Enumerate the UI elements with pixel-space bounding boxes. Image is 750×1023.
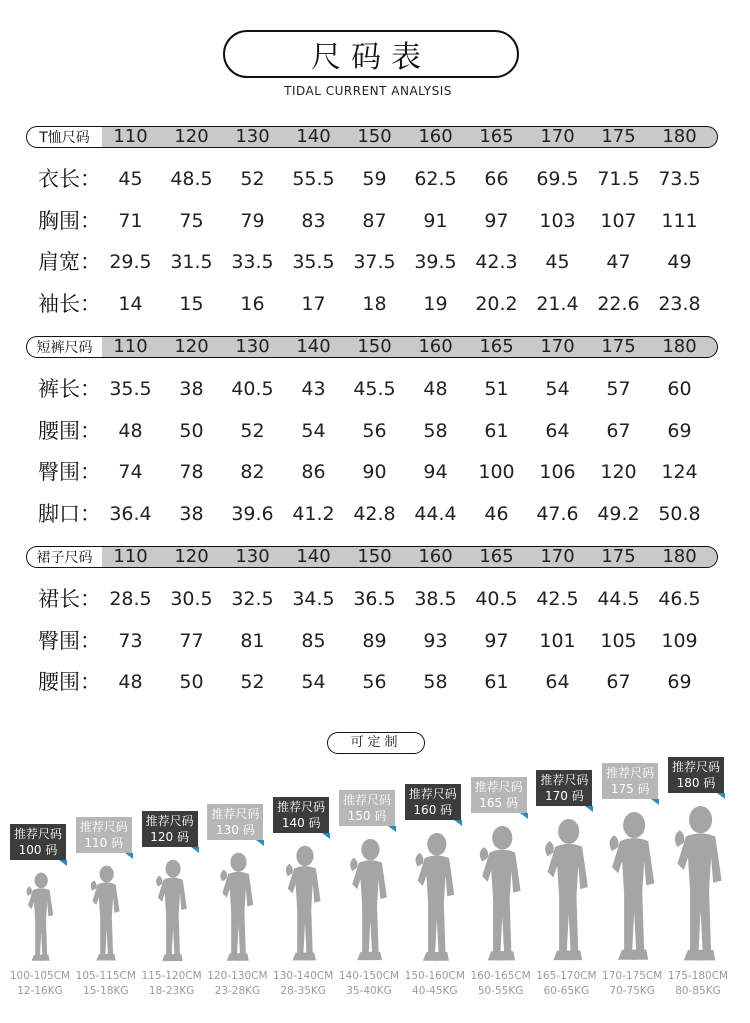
measurement-value: 45.5	[353, 378, 396, 400]
measurement-value: 49	[667, 251, 692, 273]
measurement-label: 腰围：	[38, 670, 101, 694]
measurement-row	[26, 494, 718, 536]
recommended-size-value: 120 码	[150, 829, 189, 844]
recommended-size-label: 推荐尺码	[606, 766, 655, 781]
measurement-label: 脚口：	[38, 501, 101, 526]
size-header-cell: 180	[662, 336, 697, 357]
recommended-size-label: 推荐尺码	[145, 813, 194, 828]
recommended-size-value: 130 码	[216, 822, 255, 837]
size-header-cell: 150	[357, 546, 392, 567]
size-header-cell: 170	[540, 336, 575, 357]
recommended-size-tag	[207, 804, 263, 840]
measurement-value: 19	[423, 292, 448, 315]
weight-range-caption: 80-85KG	[675, 985, 721, 997]
tag-corner-icon	[191, 847, 199, 853]
measurement-value: 60	[667, 378, 692, 400]
size-header-label: T恤尺码	[26, 126, 102, 148]
measurement-label: 臀围：	[38, 628, 101, 653]
measurement-value: 44.4	[414, 502, 457, 525]
height-range-caption: 150-160CM	[404, 970, 465, 982]
measurement-label: 袖长：	[38, 291, 101, 316]
measurement-value: 47.6	[536, 502, 579, 525]
measurement-value: 54	[301, 671, 326, 693]
measurement-value: 79	[240, 209, 265, 232]
recommended-size-tag	[668, 757, 724, 793]
size-header-cell: 165	[479, 546, 514, 567]
recommended-size-value: 100 码	[18, 843, 58, 857]
measurement-value: 73	[118, 629, 143, 652]
weight-range-caption: 60-65KG	[543, 985, 590, 997]
measurement-value: 22.6	[597, 292, 640, 315]
recommended-size-value: 110 码	[84, 836, 124, 851]
height-range-caption: 115-120CM	[141, 970, 202, 982]
measurement-value: 86	[301, 461, 326, 483]
recommended-size-label: 推荐尺码	[671, 759, 720, 774]
measurement-value: 46	[484, 502, 509, 525]
measurement-value: 74	[118, 461, 143, 483]
recommended-size-tag	[471, 777, 527, 813]
measurement-value: 64	[545, 419, 570, 442]
recommended-size-tag	[142, 811, 198, 847]
measurement-value: 94	[423, 461, 448, 483]
recommended-size-label: 推荐尺码	[540, 773, 589, 787]
measurement-value: 41.2	[292, 502, 335, 525]
measurement-value: 54	[545, 378, 570, 400]
measurement-value: 38.5	[414, 588, 457, 610]
measurement-value: 93	[423, 629, 448, 652]
tag-corner-icon	[454, 820, 462, 826]
measurement-value: 39.6	[231, 502, 274, 525]
measurement-value: 78	[179, 461, 204, 483]
measurement-value: 20.2	[475, 292, 518, 315]
recommended-size-value: 160 码	[413, 802, 453, 817]
weight-range-caption: 12-16KG	[17, 985, 63, 997]
measurement-value: 15	[179, 292, 204, 315]
measurement-value: 77	[179, 629, 204, 652]
size-header-cell: 110	[113, 336, 148, 357]
size-header-label: 短裤尺码	[26, 336, 102, 358]
size-header-cell: 160	[418, 546, 453, 567]
size-header-cell: 110	[113, 126, 148, 147]
size-header-cell: 130	[235, 126, 270, 147]
size-header-cell: 120	[174, 336, 209, 357]
measurement-value: 71.5	[597, 168, 640, 190]
measurement-value: 52	[240, 419, 265, 442]
recommended-size-label: 推荐尺码	[474, 779, 523, 794]
customizable-badge: 可定制	[327, 732, 425, 754]
measurement-value: 50	[179, 671, 204, 693]
tag-corner-icon	[585, 806, 593, 812]
size-header-cell: 175	[601, 336, 636, 357]
measurement-value: 32.5	[231, 588, 274, 610]
size-header-row	[26, 336, 718, 358]
measurement-value: 50.8	[658, 502, 701, 525]
measurement-label: 裙长：	[38, 587, 101, 611]
measurement-value: 17	[301, 292, 326, 315]
recommended-size-tag	[273, 797, 329, 833]
measurement-value: 100	[478, 461, 515, 483]
weight-range-caption: 28-35KG	[280, 985, 326, 997]
measurement-value: 28.5	[109, 588, 152, 610]
tag-corner-icon	[520, 813, 528, 819]
tag-corner-icon	[717, 793, 725, 799]
measurement-value: 120	[600, 461, 637, 483]
child-silhouette-icon	[280, 845, 327, 962]
weight-range-caption: 23-28KG	[214, 985, 261, 997]
size-header-label: 裙子尺码	[26, 546, 102, 568]
measurement-value: 58	[423, 419, 448, 442]
measurement-row	[26, 369, 718, 411]
measurement-value: 62.5	[414, 168, 457, 190]
height-range-caption: 165-170CM	[536, 970, 597, 982]
size-header-cell: 170	[540, 126, 575, 147]
child-silhouette-icon	[344, 838, 394, 962]
size-header-cell: 140	[296, 336, 331, 357]
measurement-row	[26, 411, 718, 453]
measurement-value: 85	[301, 629, 326, 652]
measurement-value: 37.5	[353, 251, 396, 273]
measurement-value: 59	[362, 168, 387, 190]
size-header-cell: 120	[174, 126, 209, 147]
weight-range-caption: 18-23KG	[148, 985, 195, 997]
measurement-label: 衣长：	[38, 167, 101, 191]
measurement-value: 83	[301, 209, 326, 232]
measurement-row	[26, 621, 718, 663]
recommended-size-value: 175 码	[610, 782, 650, 797]
height-range-caption: 130-140CM	[273, 970, 334, 982]
size-header-cell: 130	[235, 546, 270, 567]
measurement-value: 52	[240, 168, 265, 190]
measurement-value: 46.5	[658, 588, 701, 610]
measurement-value: 48	[118, 419, 143, 442]
recommended-size-label: 推荐尺码	[277, 800, 326, 814]
measurement-value: 40.5	[231, 378, 274, 400]
measurement-value: 61	[484, 671, 509, 693]
measurement-value: 75	[179, 209, 204, 232]
measurement-label: 腰围：	[38, 418, 101, 443]
weight-range-caption: 35-40KG	[346, 985, 392, 997]
size-header-cell: 175	[601, 126, 636, 147]
measurement-value: 107	[600, 209, 637, 232]
measurement-value: 30.5	[170, 588, 213, 610]
measurement-value: 54	[301, 419, 326, 442]
measurement-row	[26, 662, 718, 704]
size-header-cell: 110	[113, 546, 148, 567]
measurement-value: 29.5	[109, 251, 152, 273]
recommended-size-value: 140 码	[281, 816, 321, 830]
recommended-size-tag	[76, 817, 132, 853]
height-range-caption: 160-165CM	[470, 970, 531, 982]
size-header-cell: 140	[296, 546, 331, 567]
measurement-label: 肩宽：	[38, 250, 101, 274]
size-header-cell: 130	[235, 336, 270, 357]
size-header-cell: 165	[479, 336, 514, 357]
measurement-value: 103	[539, 209, 576, 232]
tag-corner-icon	[388, 826, 396, 832]
recommended-size-value: 180 码	[676, 775, 716, 790]
size-header-cell: 140	[296, 126, 331, 147]
page-subtitle: TIDAL CURRENT ANALYSIS	[284, 84, 452, 98]
measurement-value: 105	[600, 629, 637, 652]
recommended-size-value: 165 码	[479, 795, 518, 810]
child-silhouette-icon	[667, 805, 730, 963]
size-header-cell: 160	[418, 336, 453, 357]
measurement-value: 49.2	[597, 502, 640, 525]
measurement-value: 73.5	[658, 168, 701, 190]
measurement-value: 45	[118, 168, 143, 190]
measurement-value: 18	[362, 292, 387, 315]
weight-range-caption: 70-75KG	[609, 985, 655, 997]
measurement-value: 52	[240, 671, 265, 693]
child-silhouette-icon	[538, 818, 596, 962]
measurement-row	[26, 159, 718, 201]
measurement-value: 71	[118, 209, 143, 232]
tag-corner-icon	[59, 860, 67, 866]
measurement-value: 56	[362, 419, 387, 442]
measurement-value: 33.5	[231, 251, 274, 273]
measurement-value: 69	[667, 671, 692, 693]
size-header-cell: 175	[601, 546, 636, 567]
recommended-size-label: 推荐尺码	[79, 820, 128, 835]
measurement-value: 124	[661, 461, 698, 483]
recommended-size-label: 推荐尺码	[211, 806, 260, 821]
measurement-value: 42.3	[475, 251, 518, 273]
recommended-size-tag	[536, 770, 592, 806]
measurement-value: 101	[539, 629, 576, 652]
measurement-value: 89	[362, 629, 387, 652]
measurement-value: 61	[484, 419, 509, 442]
measurement-value: 16	[240, 292, 265, 315]
measurement-value: 48.5	[170, 168, 213, 190]
measurement-value: 47	[606, 251, 631, 273]
size-header-bar	[102, 546, 718, 568]
size-header-row	[26, 546, 718, 568]
page-title: 尺码表	[223, 30, 519, 78]
measurement-value: 23.8	[658, 292, 701, 315]
measurement-value: 67	[606, 671, 631, 693]
recommended-size-label: 推荐尺码	[342, 793, 391, 808]
tag-corner-icon	[256, 840, 264, 846]
measurement-value: 82	[240, 461, 265, 483]
recommended-size-value: 150 码	[347, 809, 387, 824]
weight-range-caption: 15-18KG	[83, 985, 129, 997]
recommended-size-tag	[602, 763, 658, 799]
size-header-cell: 165	[479, 126, 514, 147]
child-silhouette-icon	[22, 872, 58, 962]
measurement-value: 44.5	[597, 588, 640, 610]
measurement-value: 57	[606, 378, 631, 400]
measurement-label: 裤长：	[38, 377, 101, 401]
measurement-value: 45	[545, 251, 570, 273]
measurement-value: 97	[484, 209, 509, 232]
recommended-size-label: 推荐尺码	[13, 827, 62, 841]
skirt-size-section	[26, 546, 718, 704]
child-silhouette-icon	[151, 859, 192, 963]
child-silhouette-icon	[86, 865, 125, 962]
measurement-value: 56	[362, 671, 387, 693]
recommended-size-tag	[339, 790, 395, 826]
size-header-bar	[102, 126, 718, 148]
size-header-cell: 160	[418, 126, 453, 147]
measurement-value: 48	[423, 378, 448, 400]
size-header-cell: 150	[357, 126, 392, 147]
measurement-value: 14	[118, 292, 143, 315]
size-header-cell: 150	[357, 336, 392, 357]
measurement-value: 97	[484, 629, 509, 652]
shorts-size-section	[26, 336, 718, 535]
recommended-size-tag	[10, 824, 66, 860]
measurement-value: 50	[179, 419, 204, 442]
tag-corner-icon	[322, 833, 330, 839]
measurement-value: 106	[539, 461, 576, 483]
measurement-value: 42.5	[536, 588, 579, 610]
measurement-value: 69	[667, 419, 692, 442]
measurement-value: 87	[362, 209, 387, 232]
measurement-value: 36.4	[109, 502, 152, 525]
size-header-cell: 170	[540, 546, 575, 567]
recommended-size-tag	[405, 784, 461, 820]
measurement-row	[26, 579, 718, 621]
measurement-label: 臀围：	[38, 460, 101, 484]
size-header-cell: 180	[662, 546, 697, 567]
measurement-value: 48	[118, 671, 143, 693]
weight-range-caption: 40-45KG	[412, 985, 458, 997]
measurement-value: 43	[301, 378, 326, 400]
height-range-caption: 100-105CM	[9, 970, 71, 982]
measurement-row	[26, 284, 718, 326]
measurement-value: 36.5	[353, 588, 396, 610]
child-silhouette-icon	[602, 811, 662, 962]
size-header-cell: 180	[662, 126, 697, 147]
size-header-row	[26, 126, 718, 148]
recommended-size-label: 推荐尺码	[408, 786, 457, 801]
measurement-value: 31.5	[170, 251, 213, 273]
measurement-value: 42.8	[353, 502, 396, 525]
measurement-value: 69.5	[536, 168, 579, 190]
measurement-value: 35.5	[109, 378, 152, 400]
measurement-value: 51	[484, 378, 509, 400]
height-range-caption: 120-130CM	[207, 970, 268, 982]
measurement-row	[26, 242, 718, 284]
measurement-value: 38	[179, 502, 204, 525]
measurement-value: 40.5	[475, 588, 518, 610]
tag-corner-icon	[651, 799, 659, 805]
child-silhouette-icon	[409, 832, 461, 963]
size-header-bar	[102, 336, 718, 358]
child-silhouette-icon	[473, 825, 528, 962]
measurement-value: 81	[240, 629, 265, 652]
measurement-value: 91	[423, 209, 448, 232]
measurement-value: 64	[545, 671, 570, 693]
measurement-value: 55.5	[292, 168, 335, 190]
measurement-value: 66	[484, 168, 509, 190]
child-silhouette-icon	[215, 852, 259, 962]
measurement-value: 34.5	[292, 588, 335, 610]
height-range-caption: 140-150CM	[338, 970, 400, 982]
weight-range-caption: 50-55KG	[477, 985, 524, 997]
measurement-value: 111	[661, 209, 698, 232]
measurement-label: 胸围：	[38, 208, 101, 233]
measurement-value: 35.5	[292, 251, 335, 273]
measurement-value: 21.4	[536, 292, 579, 315]
tshirt-size-section	[26, 126, 718, 325]
measurement-row	[26, 452, 718, 494]
measurement-value: 67	[606, 419, 631, 442]
measurement-value: 109	[661, 629, 698, 652]
height-range-caption: 105-115CM	[75, 970, 136, 982]
height-range-caption: 170-175CM	[602, 970, 663, 982]
measurement-row	[26, 201, 718, 243]
height-range-caption: 175-180CM	[667, 970, 729, 982]
measurement-value: 39.5	[414, 251, 457, 273]
measurement-value: 90	[362, 461, 387, 483]
recommended-size-value: 170 码	[545, 789, 584, 803]
measurement-value: 58	[423, 671, 448, 693]
size-header-cell: 120	[174, 546, 209, 567]
measurement-value: 38	[179, 378, 204, 400]
tag-corner-icon	[125, 853, 133, 859]
